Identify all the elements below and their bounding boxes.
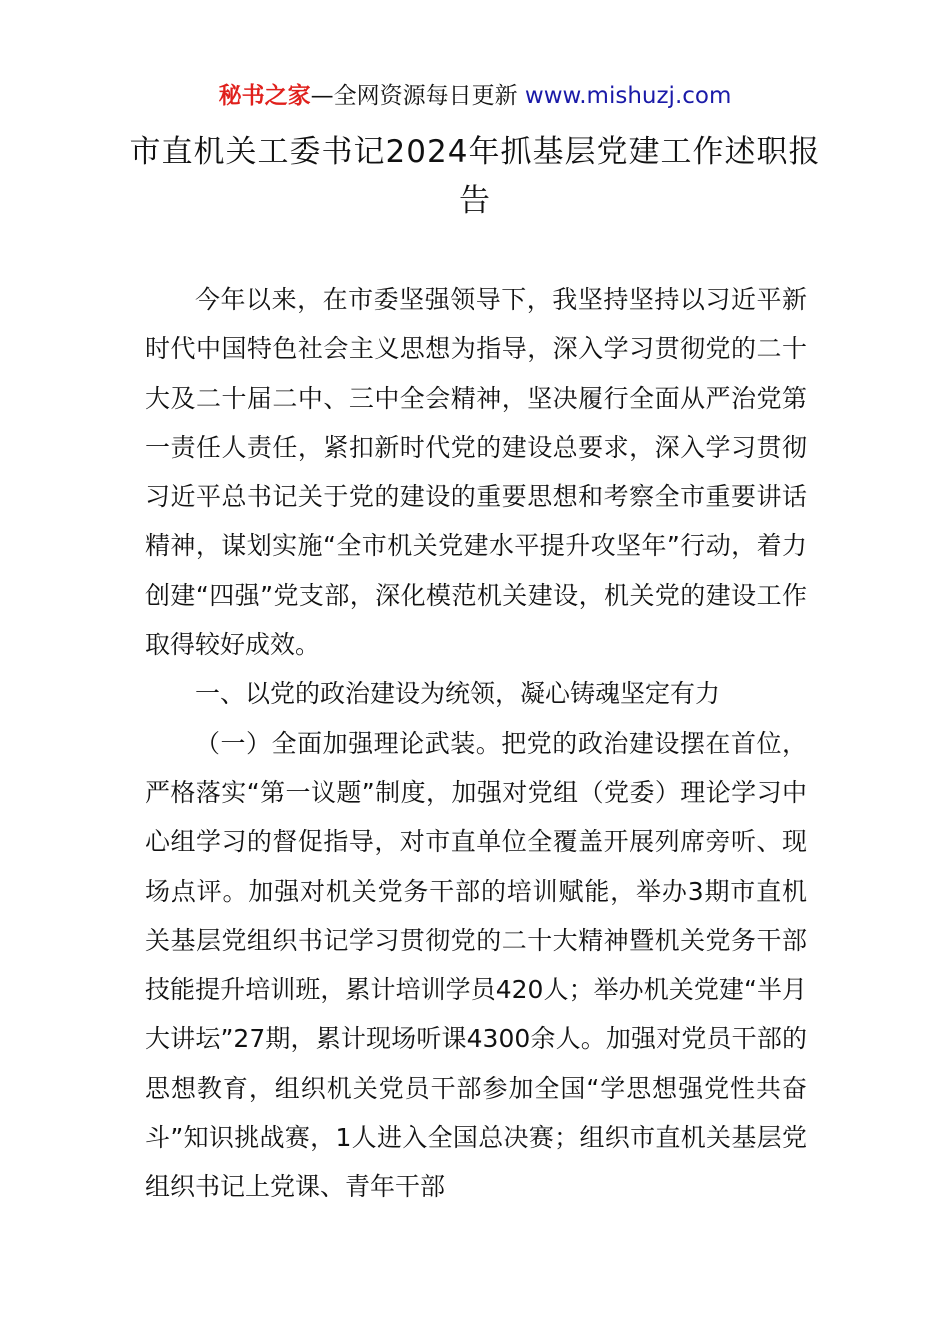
document-body xyxy=(145,275,807,1212)
brand-name: 秘书之家 xyxy=(218,83,311,109)
banner-slogan: —全网资源每日更新 xyxy=(310,83,518,109)
section-heading: 一、以党的政治建设为统领，凝心铸魂坚定有力 xyxy=(195,679,721,709)
body-paragraph: （一）全面加强理论武装。把党的政治建设摆在首位，严格落实“第一议题”制度，加强对党组（党委）理论学习中心组学习的督促指导，对市直单位全覆盖开展列席旁听、现场点评。加强对机关党务干部的培训赋能，举办3期市直机关基层党组织书记学习贯彻党的二十大精神暨机关党务干部技能提升培训班，累计培训学员420人；举办机关党建“半月大讲坛”27期，累计现场听课4300余人。加强对党员干部的思想教育，组织机关党员干部参加全国“学思想强党性共奋斗”知识挑战赛，1人进入全国总决赛；组织市直机关基层党组织书记上党课、青年干部 xyxy=(145,728,807,1202)
intro-paragraph: 今年以来，在市委坚强领导下，我坚持坚持以习近平新时代中国特色社会主义思想为指导，深入学习贯彻党的二十大及二十届二中、三中全会精神，坚决履行全面从严治党第一责任人责任，紧扣新时代党的建设总要求，深入学习贯彻习近平总书记关于党的建设的重要思想和考察全市重要讲话精神，谋划实施“全市机关党建水平提升攻坚年”行动，着力创建“四强”党支部，深化模范机关建设，机关党的建设工作取得较好成效。 xyxy=(145,285,807,660)
site-banner xyxy=(0,80,950,112)
document-title: 市直机关工委书记2024年抓基层党建工作述职报告 xyxy=(129,134,821,219)
site-url-link[interactable]: www.mishuzj.com xyxy=(524,83,732,109)
